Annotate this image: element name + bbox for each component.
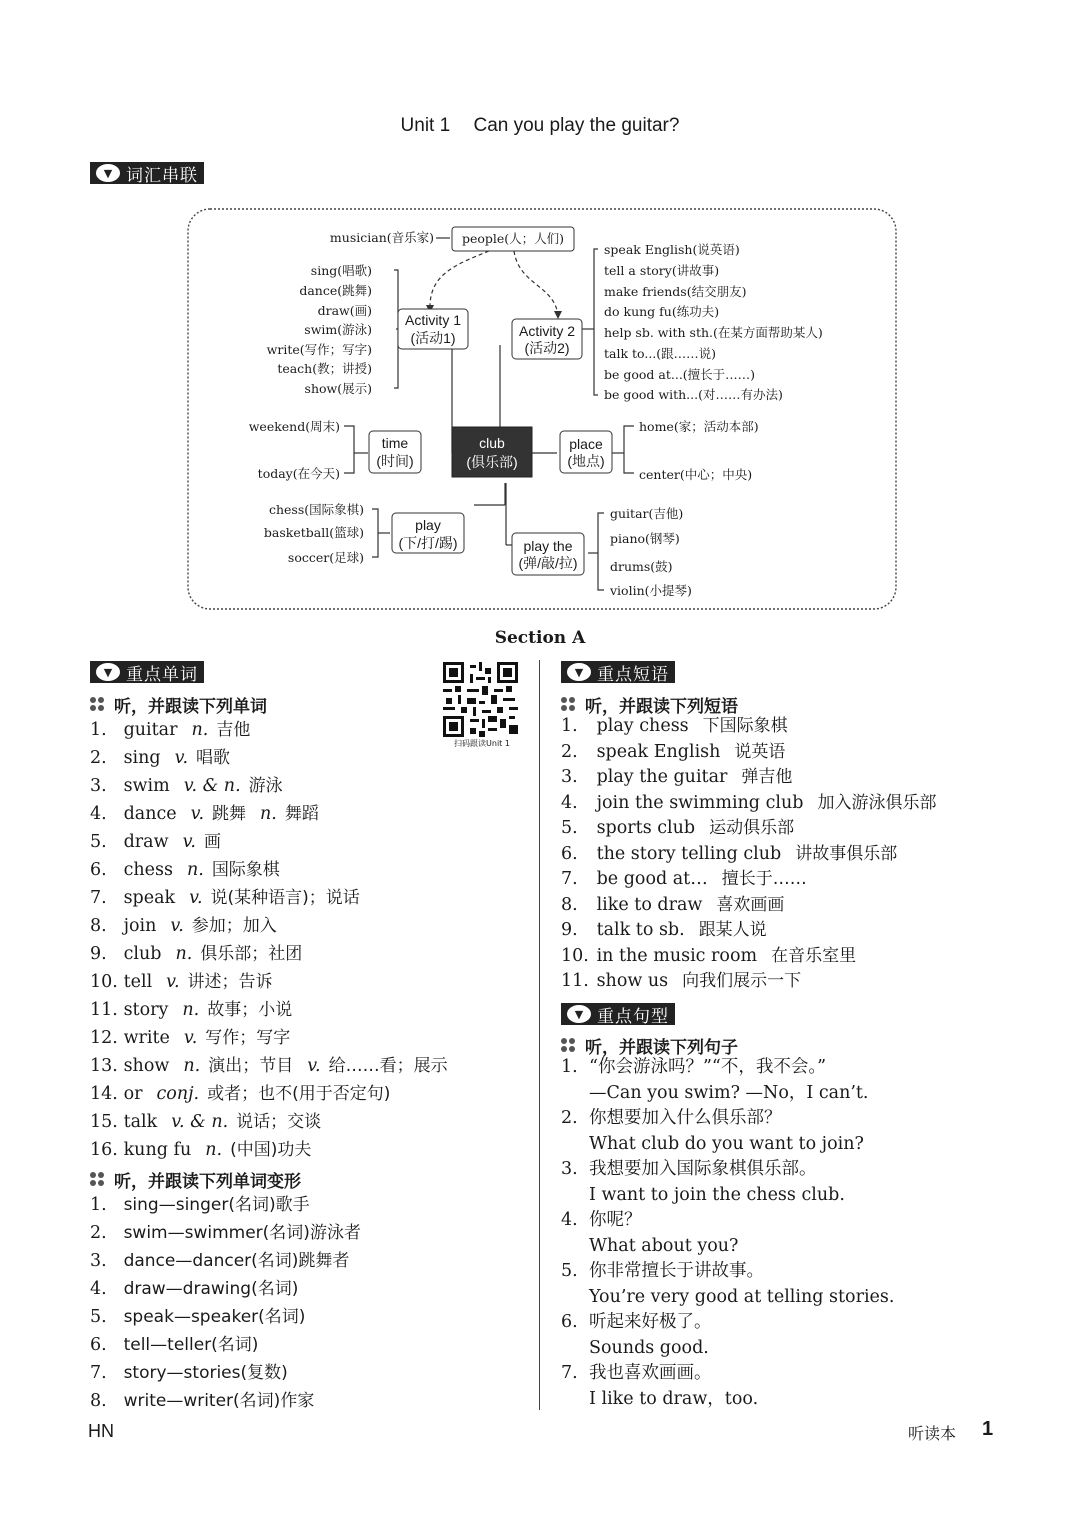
node-time-sub: (时间) [376, 453, 414, 469]
list-item: 2. swim—swimmer(名词)游泳者 [90, 1223, 361, 1243]
list-item: 5. 你非常擅长于讲故事。 [561, 1261, 764, 1281]
footer-edition: HN [88, 1421, 114, 1441]
list-item: 8. join v. 参加；加入 [90, 916, 277, 936]
node-activity2-label: Activity 2 [518, 323, 576, 339]
mind-map-lines [344, 238, 634, 590]
list-item: —Can you swim? —No，I can’t. [589, 1082, 869, 1103]
list-item: 14. or conj. 或者；也不(用于否定句) [90, 1084, 391, 1104]
playthe-items [609, 506, 692, 598]
section-title: Section A [494, 628, 586, 648]
list-item: 4. dance v. 跳舞 n. 舞蹈 [90, 804, 319, 824]
activity1-item: show(展示) [304, 381, 372, 396]
page-number: 1 [982, 1418, 994, 1440]
node-place-sub: (地点) [567, 453, 605, 469]
phrases-heading-label: 听，并跟读下列短语 [585, 697, 738, 717]
place-item: home(家；活动本部) [639, 419, 759, 434]
unit-label: Unit 1 [400, 115, 451, 136]
vocab-mind-map [184, 205, 900, 613]
activity2-item: help sb. with sth.(在某方面帮助某人) [604, 325, 823, 340]
list-item: 3. dance—dancer(名词)跳舞者 [90, 1251, 350, 1271]
list-item: Sounds good. [589, 1337, 709, 1358]
activity2-item: tell a story(讲故事) [604, 263, 720, 278]
forms-list [90, 1191, 361, 1415]
activity2-items [604, 242, 823, 402]
words-heading-label: 听，并跟读下列单词 [114, 697, 267, 717]
list-item: I want to join the chess club. [589, 1184, 845, 1205]
node-place-label: place [569, 436, 603, 452]
mind-map-nodes [330, 227, 612, 575]
arrow-icon [554, 311, 562, 319]
musician-label: musician(音乐家) [329, 230, 434, 245]
list-item: 3. swim v. & n. 游泳 [90, 776, 283, 796]
node-play-label: play [415, 517, 441, 533]
activity2-item: speak English(说英语) [604, 242, 740, 257]
list-item: 11. show us 向我们展示一下 [561, 971, 802, 991]
list-item: 5. draw v. 画 [90, 832, 221, 852]
list-item: You’re very good at telling stories. [589, 1286, 895, 1307]
list-item: What about you? [589, 1235, 739, 1256]
list-item: 7. be good at… 擅长于…… [561, 869, 807, 889]
list-item: 6. the story telling club 讲故事俱乐部 [561, 843, 898, 864]
list-item: 7. speak v. 说(某种语言)；说话 [90, 888, 360, 908]
listen-icon [90, 1172, 106, 1188]
forms-heading-label: 听，并跟读下列单词变形 [114, 1172, 301, 1192]
listen-icon [90, 697, 106, 713]
node-playthe-label: play the [523, 538, 573, 554]
list-item: 9. talk to sb. 跟某人说 [561, 920, 767, 940]
time-items [249, 419, 340, 481]
list-item: 11. story n. 故事；小说 [90, 1000, 293, 1020]
list-item: 12. write v. 写作；写字 [90, 1028, 291, 1048]
playthe-item: guitar(吉他) [610, 506, 684, 521]
playthe-item: violin(小提琴) [610, 583, 692, 598]
play-item: chess(国际象棋) [268, 502, 364, 517]
qr-caption: 扫码跟读Unit 1 [454, 739, 510, 748]
activity1-item: write(写作；写字) [266, 342, 372, 357]
activity1-item: sing(唱歌) [310, 263, 372, 278]
place-item: center(中心；中央) [639, 467, 753, 482]
chevron-down-icon: ▼ [96, 164, 120, 182]
section-header-label: 词汇串联 [126, 165, 198, 186]
chevron-down-icon: ▼ [567, 1005, 591, 1023]
playthe-item: piano(钢琴) [610, 531, 680, 546]
list-item: 9. club n. 俱乐部；社团 [90, 944, 303, 964]
list-item: 2. speak English 说英语 [561, 741, 786, 762]
list-item: 8. like to draw 喜欢画画 [561, 894, 785, 915]
play-item: basketball(篮球) [263, 525, 364, 540]
list-item: 6. tell—teller(名词) [90, 1335, 259, 1355]
activity2-item: talk to...(跟……说) [604, 346, 717, 361]
chevron-down-icon: ▼ [96, 663, 120, 681]
chevron-down-icon: ▼ [567, 663, 591, 681]
list-item: 3. 我想要加入国际象棋俱乐部。 [561, 1159, 817, 1179]
qr-code[interactable] [443, 662, 518, 737]
list-item: 6. 听起来好极了。 [561, 1312, 712, 1332]
list-item: What club do you want to join? [589, 1133, 864, 1154]
node-club-label: club [479, 435, 505, 451]
list-item: 15. talk v. & n. 说话；交谈 [90, 1112, 322, 1132]
node-activity2-sub: (活动2) [524, 340, 570, 356]
sentences-heading-label: 听，并跟读下列句子 [585, 1038, 738, 1058]
column-divider [539, 660, 540, 1410]
node-playthe-sub: (弹/敲/拉) [518, 555, 578, 571]
listen-icon [561, 1038, 577, 1054]
listen-icon [561, 697, 577, 713]
list-item: 4. join the swimming club 加入游泳俱乐部 [561, 792, 937, 813]
play-item: soccer(足球) [287, 550, 364, 565]
time-item: today(在今天) [257, 466, 340, 481]
list-item: 7. 我也喜欢画画。 [561, 1363, 712, 1383]
list-item: 2. 你想要加入什么俱乐部？ [561, 1108, 782, 1128]
list-item: 4. draw—drawing(名词) [90, 1279, 299, 1299]
page-title [0, 115, 1080, 137]
word-list [90, 716, 448, 1164]
node-activity1-label: Activity 1 [404, 312, 462, 328]
unit-title: Can you play the guitar? [473, 115, 680, 136]
activity2-item: be good at...(擅长于……) [604, 367, 756, 382]
footer-book-name: 听读本 [908, 1424, 957, 1443]
list-item: 7. story—stories(复数) [90, 1363, 288, 1383]
list-item: 1. sing—singer(名词)歌手 [90, 1195, 310, 1215]
list-item: 13. show n. 演出；节目 v. 给……看；展示 [90, 1056, 448, 1076]
activity1-items [267, 263, 372, 396]
activity1-item: draw(画) [317, 303, 372, 318]
list-item: 3. play the guitar 弹吉他 [561, 767, 793, 787]
activity2-item: do kung fu(练功夫) [604, 304, 720, 319]
activity1-item: dance(跳舞) [299, 283, 372, 298]
section-header-sentences [561, 1003, 675, 1025]
node-club-sub: (俱乐部) [466, 454, 518, 470]
node-time-label: time [381, 435, 409, 451]
activity2-item: be good with...(对……有办法) [604, 387, 783, 402]
list-item: 8. write—writer(名词)作家 [90, 1391, 315, 1411]
list-item: 1. play chess 下国际象棋 [561, 716, 788, 736]
activity1-item: teach(教；讲授) [277, 361, 372, 376]
time-item: weekend(周末) [248, 419, 340, 434]
play-items [264, 502, 364, 565]
forms-heading [90, 1167, 301, 1192]
activity1-item: swim(游泳) [304, 322, 372, 337]
list-item: 6. chess n. 国际象棋 [90, 860, 280, 880]
section-header-label: 重点短语 [597, 664, 669, 685]
node-play-sub: (下/打/踢) [398, 535, 458, 551]
list-item: 5. sports club 运动俱乐部 [561, 818, 795, 838]
section-header-words [90, 661, 204, 683]
list-item: 16. kung fu n. (中国)功夫 [90, 1140, 312, 1160]
list-item: 10. tell v. 讲述；告诉 [90, 972, 273, 992]
playthe-item: drums(鼓) [610, 559, 673, 574]
phrase-list [561, 714, 936, 995]
activity2-item: make friends(结交朋友) [604, 284, 747, 299]
node-people-label: people(人；人们) [461, 231, 565, 246]
section-header-label: 重点单词 [126, 664, 198, 685]
list-item: 5. speak—speaker(名词) [90, 1307, 306, 1327]
list-item: 4. 你呢？ [561, 1210, 642, 1230]
sentence-list [561, 1055, 894, 1412]
node-activity1-sub: (活动1) [410, 330, 456, 346]
list-item: 1. guitar n. 吉他 [90, 720, 251, 740]
section-header-vocab [90, 162, 204, 184]
list-item: 1. “你会游泳吗？”“不，我不会。” [561, 1057, 827, 1077]
list-item: 10. in the music room 在音乐室里 [561, 945, 857, 966]
place-items [639, 419, 759, 482]
section-header-label: 重点句型 [597, 1006, 669, 1027]
words-heading [90, 692, 267, 717]
list-item: I like to draw，too. [589, 1388, 759, 1409]
list-item: 2. sing v. 唱歌 [90, 748, 231, 768]
section-header-phrases [561, 661, 675, 683]
